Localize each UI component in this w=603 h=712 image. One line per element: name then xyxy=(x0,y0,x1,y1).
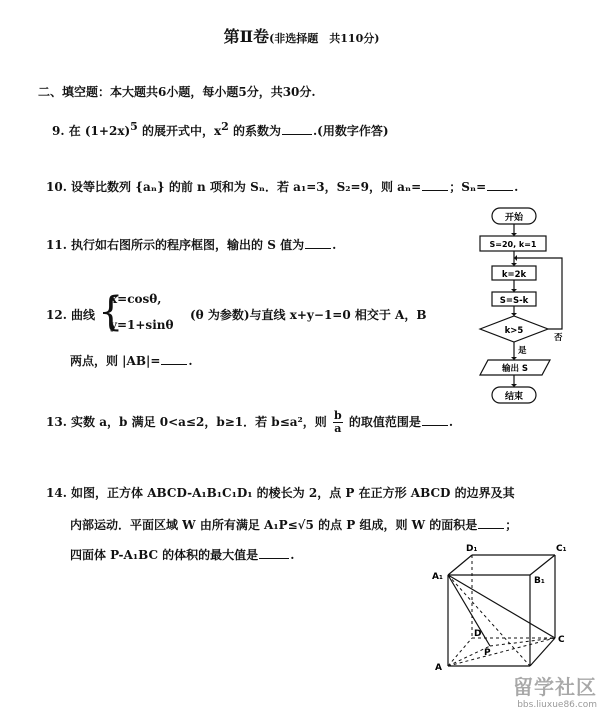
q9-exp: 5 xyxy=(130,120,138,133)
q9-exp2: 2 xyxy=(221,120,229,133)
q14-line2-text: 内部运动．平面区域 W 由所有满足 A₁P≤√5 的点 P 组成，则 W 的面积是 xyxy=(70,518,478,532)
q9-tail: 的系数为 xyxy=(228,124,281,138)
flowchart xyxy=(470,200,580,410)
q13-frac-num: b xyxy=(333,409,342,422)
question-9 xyxy=(52,120,389,139)
q11-end: . xyxy=(332,238,337,252)
flow-step1-label: k=2k xyxy=(501,270,527,280)
cube-label-C1: C₁ xyxy=(556,544,567,554)
q13-suffix: 的取值范围是 xyxy=(348,415,421,429)
watermark-logo: 留学社区 xyxy=(513,675,597,699)
q12-answer-blank[interactable] xyxy=(161,352,187,365)
cube-label-A1: A₁ xyxy=(432,572,443,582)
q12-line3-text: 两点，则 |AB|= xyxy=(70,354,161,368)
q10-end: . xyxy=(514,180,519,194)
flow-yes-label: 是 xyxy=(518,346,527,356)
q12-param: (θ 为参数)与直线 x+y−1=0 相交于 A，B xyxy=(190,308,427,322)
q9-prefix: 9. 在 (1+2x) xyxy=(52,124,131,138)
q14-answer-blank-2[interactable] xyxy=(259,546,289,559)
q14-line2-end: ； xyxy=(505,518,518,532)
flow-no-label: 否 xyxy=(554,333,563,343)
flow-end-label: 结束 xyxy=(504,392,524,402)
q12-number: 12. 曲线 xyxy=(46,308,96,322)
watermark xyxy=(513,671,597,710)
flow-init-label: S=20, k=1 xyxy=(489,240,537,249)
q9-end: .(用数字作答) xyxy=(313,124,389,138)
page-title xyxy=(0,24,603,47)
cube-label-B1: B₁ xyxy=(534,576,545,586)
q13-fraction xyxy=(333,410,343,435)
q14-line1: 14. 如图，正方体 ABCD-A₁B₁C₁D₁ 的棱长为 2，点 P 在正方形 ABCD 的边界及其 xyxy=(46,486,515,500)
flow-step2-label: S=S-k xyxy=(499,296,529,306)
q14-line3 xyxy=(70,546,294,563)
cube-figure xyxy=(430,538,580,678)
q12-line3 xyxy=(70,352,193,369)
section-heading: 二、填空题：本大题共6小题，每小题5分，共30分. xyxy=(38,85,316,99)
q12-brace: { xyxy=(98,289,124,335)
q10-answer-blank-2[interactable] xyxy=(487,178,513,191)
flow-start-label: 开始 xyxy=(504,213,524,223)
q12-end: . xyxy=(188,354,193,368)
q12-eq-line1: x=cosθ, xyxy=(110,292,162,306)
q13-answer-blank[interactable] xyxy=(422,413,448,426)
q14-line3-end: . xyxy=(290,548,295,562)
q9-mid: 的展开式中，x xyxy=(137,124,222,138)
cube-label-D: D xyxy=(474,629,482,639)
q10-answer-blank-1[interactable] xyxy=(422,178,448,191)
question-10 xyxy=(46,178,518,195)
q13-end: . xyxy=(448,415,454,429)
q11-prefix: 11. 执行如右图所示的程序框图，输出的 S 值为 xyxy=(46,238,305,252)
title-subtitle: (非选择题 共110分) xyxy=(269,32,380,45)
q13-prefix: 13. 实数 a，b 满足 0<a≤2，b≥1．若 b≤a²，则 xyxy=(46,415,327,429)
q14-line3-text: 四面体 P-A₁BC 的体积的最大值是 xyxy=(70,548,259,562)
q14-line2 xyxy=(70,516,517,533)
q11-answer-blank[interactable] xyxy=(305,236,331,249)
flow-output-label: 输出 S xyxy=(501,364,529,374)
q10-mid: ；Sₙ= xyxy=(449,180,487,194)
cube-label-C: C xyxy=(558,635,565,645)
q14-answer-blank-1[interactable] xyxy=(478,516,504,529)
flow-cond-label: k>5 xyxy=(504,326,524,336)
title-main: 第Ⅱ卷 xyxy=(223,27,270,46)
cube-label-D1: D₁ xyxy=(466,544,478,554)
q10-prefix: 10. 设等比数列 {aₙ} 的前 n 项和为 Sₙ．若 a₁=3，S₂=9，则 aₙ= xyxy=(46,180,422,194)
q12-eq-line2: y=1+sinθ xyxy=(110,318,174,332)
watermark-url: bbs.liuxue86.com xyxy=(517,700,597,710)
q13-frac-den: a xyxy=(334,422,342,435)
cube-label-A: A xyxy=(435,663,442,673)
question-13 xyxy=(46,410,453,435)
cube-label-P: P xyxy=(484,648,491,658)
q9-answer-blank[interactable] xyxy=(282,122,312,135)
question-11 xyxy=(46,236,336,253)
